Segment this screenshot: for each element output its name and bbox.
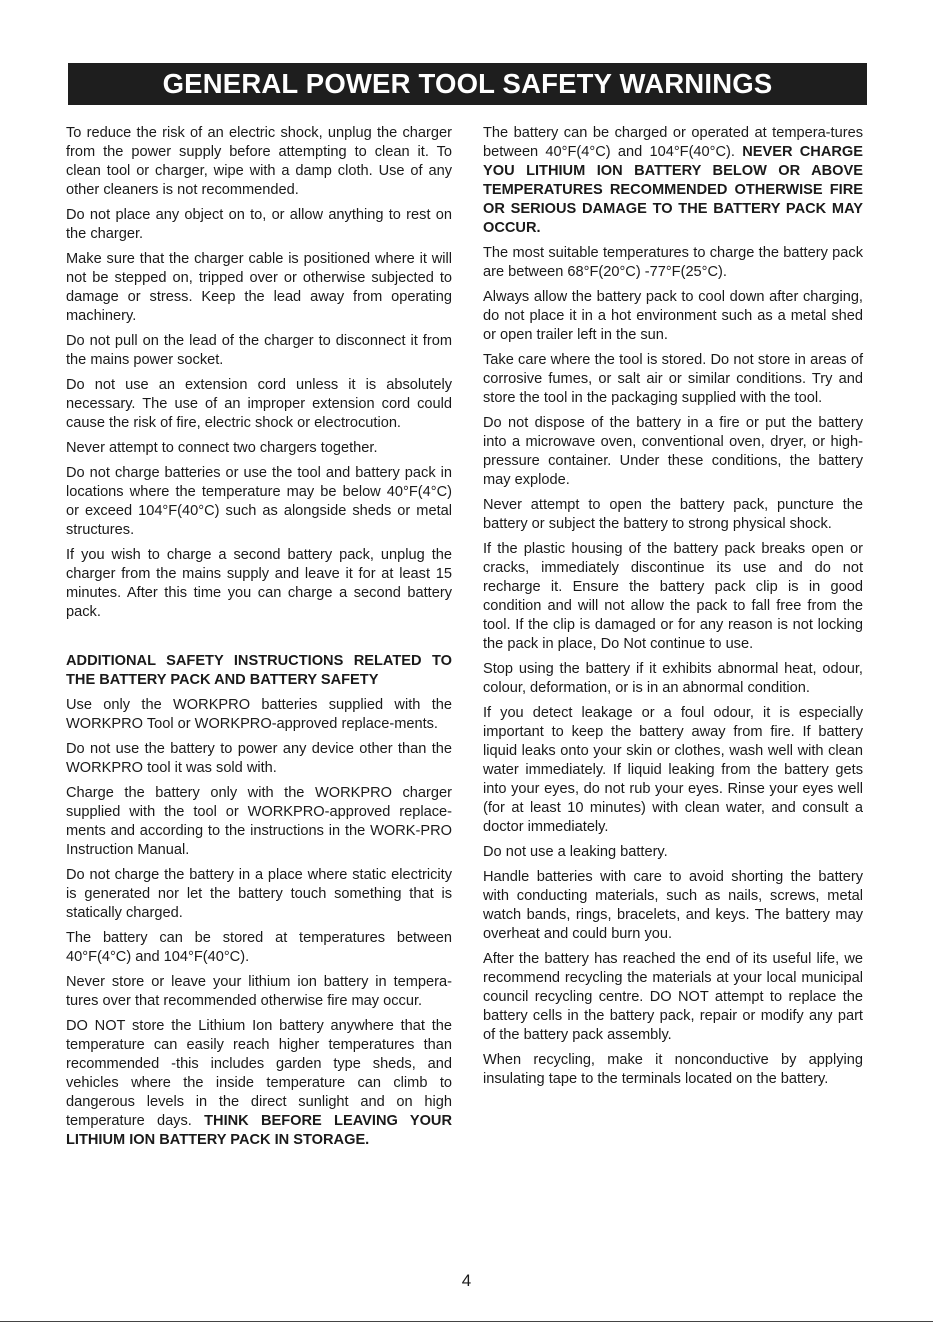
paragraph: The most suitable temperatures to charge the battery pack are between 68°F(20°C) -77°F(25°C). xyxy=(483,245,863,280)
paragraph: Stop using the battery if it exhibits abnormal heat, odour, colour, deformation, or is in an abnormal condition. xyxy=(483,661,863,696)
paragraph: Do not dispose of the battery in a fire or put the battery into a microwave oven, conventional oven, dryer, or high-pressure container. Under these conditions, the battery may explode. xyxy=(483,415,863,488)
paragraph: Do not charge batteries or use the tool and battery pack in locations where the temperature may be below 40°F(4°C) or exceed 104°F(40°C) such as alongside sheds or metal structures. xyxy=(66,465,452,538)
storage-warning-emphasis: THINK BEFORE LEAVING YOUR LITHIUM ION BATTERY PACK IN STORAGE. xyxy=(66,1113,453,1148)
paragraph: Do not pull on the lead of the charger to disconnect it from the mains power socket. xyxy=(66,333,452,368)
paragraph: Charge the battery only with the WORKPRO charger supplied with the tool or WORKPRO-approved replace-ments and according to the instructions in the WORK-PRO Instruction Manual. xyxy=(66,785,452,858)
paragraph: Do not charge the battery in a place where static electricity is generated nor let the battery touch something that is statically charged. xyxy=(66,867,452,921)
section-heading: ADDITIONAL SAFETY INSTRUCTIONS RELATED TO THE BATTERY PACK AND BATTERY SAFETY xyxy=(66,653,452,688)
paragraph: Do not use the battery to power any device other than the WORKPRO tool it was sold with. xyxy=(66,741,452,776)
paragraph-text: The battery can be charged or operated at tempera-tures between 40°F(4°C) and 104°F(40°C). xyxy=(483,125,863,160)
paragraph: Do not use a leaking battery. xyxy=(483,844,668,860)
storage-warning-paragraph xyxy=(66,1017,452,1150)
temperature-warning-paragraph xyxy=(483,124,863,238)
temperature-warning-emphasis: NEVER CHARGE YOU LITHIUM ION BATTERY BELOW OR ABOVE TEMPERATURES RECOMMENDED OTHERWISE FIRE OR SERIOUS DAMAGE TO THE BATTERY PACK MAY OCCUR. xyxy=(483,144,864,236)
paragraph: Make sure that the charger cable is positioned where it will not be stepped on, tripped over or otherwise subjected to damage or stress. Keep the lead away from operating machinery. xyxy=(66,251,452,324)
paragraph: Handle batteries with care to avoid shorting the battery with conducting materials, such as nails, screws, metal watch bands, rings, bracelets, and keys. The battery may overheat and could burn you. xyxy=(483,869,863,942)
right-column xyxy=(483,124,863,1095)
paragraph: Never attempt to connect two chargers together. xyxy=(66,440,378,456)
paragraph-text: DO NOT store the Lithium Ion battery anywhere that the temperature can easily reach higher temperatures than recommended -this includes garden type sheds, and vehicles where the inside temperature can climb to dangerous levels in the direct sunlight and on high temperature days. xyxy=(66,1018,452,1129)
left-column xyxy=(66,124,452,1156)
paragraph: If you wish to charge a second battery pack, unplug the charger from the mains supply and leave it for at least 15 minutes. After this time you can charge a second battery pack. xyxy=(66,547,452,620)
paragraph: If the plastic housing of the battery pack breaks open or cracks, immediately discontinue its use and do not recharge it. Ensure the battery pack clip is in good condition and will not allow the pack to fall free from the tool. If the clip is damaged or for any reason is not locking the pack in place, Do Not continue to use. xyxy=(483,541,863,652)
page-number: 4 xyxy=(461,1271,472,1290)
paragraph: Use only the WORKPRO batteries supplied with the WORKPRO Tool or WORKPRO-approved replace-ments. xyxy=(66,697,452,732)
paragraph: Take care where the tool is stored. Do not store in areas of corrosive fumes, or salt air or similar conditions. Try and store the tool in the packaging supplied with the tool. xyxy=(483,352,863,406)
bottom-divider xyxy=(0,1321,933,1322)
paragraph: After the battery has reached the end of its useful life, we recommend recycling the materials at your local municipal council recycling centre. DO NOT attempt to replace the battery cells in the battery pack, repair or modify any part of the battery pack assembly. xyxy=(483,951,863,1043)
paragraph: To reduce the risk of an electric shock, unplug the charger from the power supply before attempting to clean it. To clean tool or charger, wipe with a damp cloth. Use of any other cleaners is not recommended. xyxy=(66,125,452,198)
paragraph: The battery can be stored at temperatures between 40°F(4°C) and 104°F(40°C). xyxy=(66,930,452,965)
paragraph: Always allow the battery pack to cool down after charging, do not place it in a hot environment such as a metal shed or open trailer left in the sun. xyxy=(483,289,863,343)
paragraph: Do not use an extension cord unless it is absolutely necessary. The use of an improper extension cord could cause the risk of fire, electric shock or electrocution. xyxy=(66,377,452,431)
paragraph: Never attempt to open the battery pack, puncture the battery or subject the battery to strong physical shock. xyxy=(483,497,863,532)
page-title: GENERAL POWER TOOL SAFETY WARNINGS xyxy=(162,68,773,99)
paragraph: If you detect leakage or a foul odour, it is especially important to keep the battery away from fire. If battery liquid leaks onto your skin or clothes, wash well with clean water immediately. If liquid leaking from the battery gets into your eyes, do not rub your eyes. Rinse your eyes well (for at least 10 minutes) with clean water, and consult a doctor immediately. xyxy=(483,705,863,835)
page-title-banner xyxy=(68,63,867,105)
paragraph: When recycling, make it nonconductive by applying insulating tape to the terminals located on the battery. xyxy=(483,1052,863,1087)
paragraph: Never store or leave your lithium ion battery in tempera-tures over that recommended otherwise fire may occur. xyxy=(66,974,452,1009)
paragraph: Do not place any object on to, or allow anything to rest on the charger. xyxy=(66,207,452,242)
